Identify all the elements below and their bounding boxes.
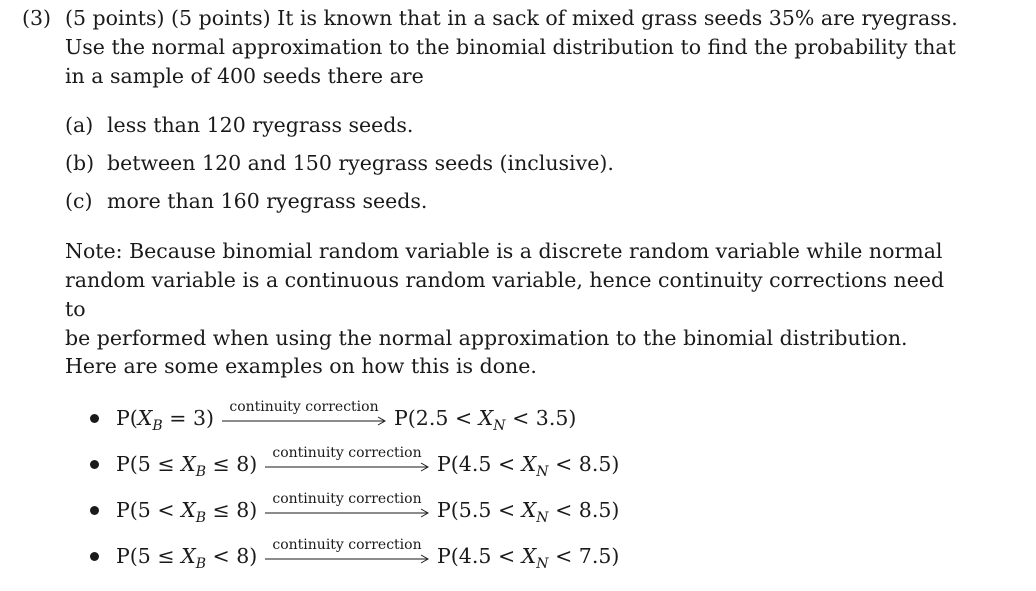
- part-b: [65, 149, 965, 187]
- part-a: [65, 111, 965, 149]
- part-text: more than 160 ryegrass seeds.: [107, 189, 428, 213]
- example-rhs: $P(4.5 < X_N < 7.5)$: [437, 544, 620, 573]
- arrow-label: continuity correction: [272, 491, 422, 507]
- intro-line-3: in a sample of 400 seeds there are: [65, 64, 424, 88]
- example-rhs: $P(4.5 < X_N < 8.5)$: [437, 452, 620, 481]
- example-row: [90, 492, 790, 538]
- part-text: less than 120 ryegrass seeds.: [107, 113, 414, 137]
- example-row: [90, 400, 790, 446]
- note-line-1: Note: Because binomial random variable is a discrete random variable while normal: [65, 239, 943, 263]
- part-label: (a): [65, 113, 94, 137]
- bullet-icon: [90, 414, 99, 423]
- problem-number: (3): [22, 6, 52, 30]
- right-arrow-icon: [265, 508, 429, 518]
- example-lhs: $P(X_B = 3)$: [116, 406, 214, 435]
- example-row: [90, 538, 790, 584]
- correction-arrow: [265, 492, 429, 518]
- right-arrow-icon: [222, 416, 386, 426]
- example-lhs: $P(5 < X_B \le 8)$: [116, 498, 258, 527]
- bullet-icon: [90, 506, 99, 515]
- part-c: [65, 187, 965, 225]
- arrow-label: continuity correction: [272, 445, 422, 461]
- example-row: [90, 446, 790, 492]
- arrow-label: continuity correction: [272, 537, 422, 553]
- bullet-icon: [90, 460, 99, 469]
- examples-list: [90, 400, 790, 584]
- note-paragraph: [65, 237, 965, 353]
- part-text: between 120 and 150 ryegrass seeds (inclusive).: [107, 151, 614, 175]
- bullet-icon: [90, 552, 99, 561]
- intro-line-2: Use the normal approximation to the binomial distribution to find the probability that: [65, 35, 956, 59]
- correction-arrow: [222, 400, 386, 426]
- example-rhs: $P(2.5 < X_N < 3.5)$: [394, 406, 577, 435]
- arrow-label: continuity correction: [229, 399, 379, 415]
- example-rhs: $P(5.5 < X_N < 8.5)$: [437, 498, 620, 527]
- right-arrow-icon: [265, 462, 429, 472]
- examples-heading: Here are some examples on how this is done.: [65, 354, 537, 378]
- right-arrow-icon: [265, 554, 429, 564]
- part-label: (b): [65, 151, 95, 175]
- example-lhs: $P(5 \le X_B < 8)$: [116, 544, 258, 573]
- correction-arrow: [265, 446, 429, 472]
- example-lhs: $P(5 \le X_B \le 8)$: [116, 452, 258, 481]
- correction-arrow: [265, 538, 429, 564]
- parts-list: [65, 111, 965, 225]
- intro-line-1: (5 points) (5 points) It is known that in a sack of mixed grass seeds 35% are ryegrass.: [65, 6, 958, 30]
- note-line-2: random variable is a continuous random variable, hence continuity corrections need to: [65, 268, 945, 321]
- part-label: (c): [65, 189, 93, 213]
- note-line-3: be performed when using the normal approximation to the binomial distribution.: [65, 326, 908, 350]
- problem-intro: [65, 4, 965, 91]
